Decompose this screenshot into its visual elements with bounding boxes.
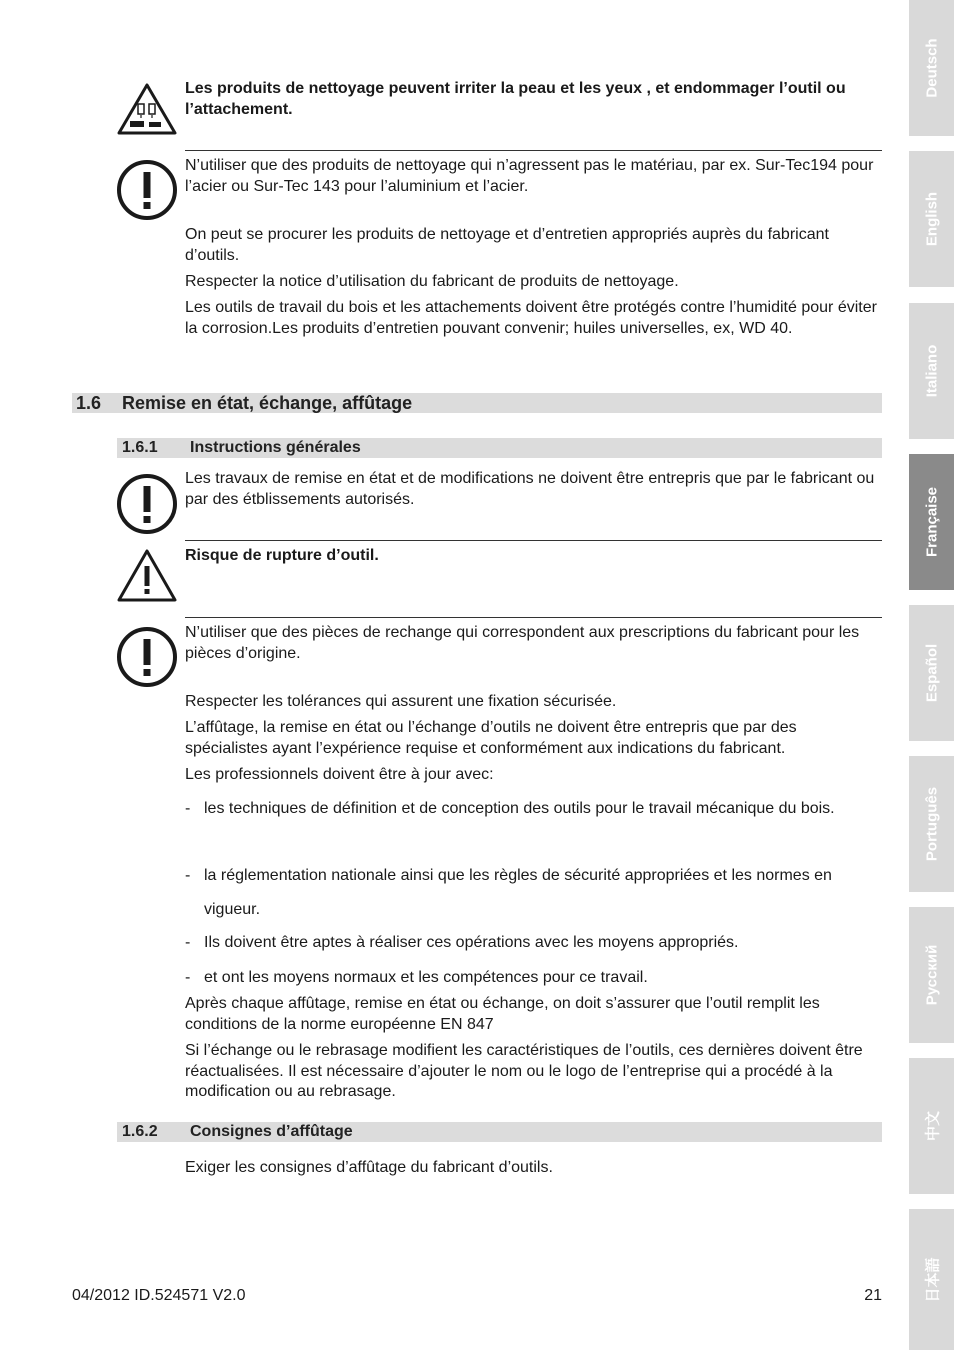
tab-label: Deutsch xyxy=(923,38,940,98)
tab-label: Português xyxy=(923,786,940,862)
divider xyxy=(185,617,882,618)
cleaning-warning-text: Les produits de nettoyage peuvent irriter la peau et les yeux , et endommager l’outil ou l’attachement. xyxy=(185,80,846,118)
list-item: Ils doivent être aptes à réaliser ces opérations avec les moyens appropriés. xyxy=(204,934,739,951)
list-item: la réglementation nationale ainsi que les règles de sécurité appropriées et les normes en vigueur. xyxy=(204,867,832,918)
footer-doc-id: 04/2012 ID.524571 V2.0 xyxy=(72,1287,246,1304)
subsection-heading xyxy=(117,1122,882,1142)
paragraph: Les professionnels doivent être à jour avec: xyxy=(185,766,494,783)
tab-label: Español xyxy=(923,643,940,703)
corrosive-warning-icon xyxy=(116,82,178,136)
tab-label: Русский xyxy=(923,944,940,1006)
tab-chinese[interactable] xyxy=(909,1058,954,1194)
bullet-marker: - xyxy=(185,867,191,884)
divider xyxy=(185,150,882,151)
rupture-warning-text: Risque de rupture d’outil. xyxy=(185,547,379,564)
list-item: les techniques de définition et de conception des outils pour le travail mécanique du bois. xyxy=(204,800,835,817)
bullet-marker: - xyxy=(185,969,191,986)
tab-russian[interactable] xyxy=(909,907,954,1043)
paragraph: Respecter la notice d’utilisation du fabricant de produits de nettoyage. xyxy=(185,273,679,290)
divider xyxy=(185,540,882,541)
paragraph: Après chaque affûtage, remise en état ou échange, on doit s’assurer que l’outil remplit les conditions de la norme européenne EN 847 xyxy=(185,995,820,1033)
tab-deutsch[interactable] xyxy=(909,0,954,136)
tab-label: Italiano xyxy=(923,344,940,398)
bullet-marker: - xyxy=(185,934,191,951)
exclamation-circle-icon xyxy=(116,159,178,221)
subsection-title: Consignes d’affûtage xyxy=(190,1123,353,1140)
paragraph: On peut se procurer les produits de nettoyage et d’entretien appropriés auprès du fabricant d’outils. xyxy=(185,226,829,264)
paragraph: Les outils de travail du bois et les attachements doivent être protégés contre l’humidité pour éviter la corrosion.Les produits d’entretien pouvant convenir; huiles universelles, ex, WD 40. xyxy=(185,299,877,337)
tab-italiano[interactable] xyxy=(909,303,954,439)
exclamation-circle-icon xyxy=(116,473,178,535)
tab-francaise[interactable] xyxy=(909,454,954,590)
paragraph: Si l’échange ou le rebrasage modifient les caractéristiques de l’outils, ces dernières doivent être réactualisées. Il est nécessaire d’ajouter le nom ou le logo de l’entreprise qui a procédé à la modification ou au rebrasage. xyxy=(185,1042,863,1100)
subsection-title: Instructions générales xyxy=(190,439,361,456)
paragraph: Exiger les consignes d’affûtage du fabricant d’outils. xyxy=(185,1159,553,1176)
tab-portugues[interactable] xyxy=(909,756,954,892)
bullet-marker: - xyxy=(185,800,191,817)
subsection-heading xyxy=(117,438,882,458)
exclamation-circle-icon xyxy=(116,626,178,688)
tab-label: English xyxy=(923,191,940,247)
subsection-number: 1.6.1 xyxy=(122,439,158,456)
tab-japanese[interactable] xyxy=(909,1209,954,1350)
tab-espanol[interactable] xyxy=(909,605,954,741)
section-number: 1.6 xyxy=(76,393,102,413)
tab-label: Française xyxy=(923,486,940,558)
page-number: 21 xyxy=(864,1287,882,1304)
paragraph: L’affûtage, la remise en état ou l’échange d’outils ne doivent être entrepris que par des spécialistes ayant l’expérience requise et conformément aux indications du fabricant. xyxy=(185,719,797,757)
section-title: Remise en état, échange, affûtage xyxy=(122,393,413,413)
tab-label: 日本語 xyxy=(924,1256,941,1303)
tab-label: 中文 xyxy=(924,1110,941,1142)
warning-triangle-icon xyxy=(116,548,178,603)
list-item: et ont les moyens normaux et les compétences pour ce travail. xyxy=(204,969,648,986)
paragraph: Respecter les tolérances qui assurent une fixation sécurisée. xyxy=(185,693,617,710)
section-heading xyxy=(72,393,882,413)
tab-english[interactable] xyxy=(909,151,954,287)
paragraph: N’utiliser que des produits de nettoyage qui n’agressent pas le matériau, par ex. Sur-Tec194 pour l’acier ou Sur-Tec 143 pour l’aluminium et l’acier. xyxy=(185,157,874,195)
paragraph: N’utiliser que des pièces de rechange qui correspondent aux prescriptions du fabricant pour les pièces d’origine. xyxy=(185,624,860,662)
paragraph: Les travaux de remise en état et de modifications ne doivent être entrepris que par le fabricant ou par des étblissements autorisés. xyxy=(185,470,875,508)
subsection-number: 1.6.2 xyxy=(122,1123,158,1140)
